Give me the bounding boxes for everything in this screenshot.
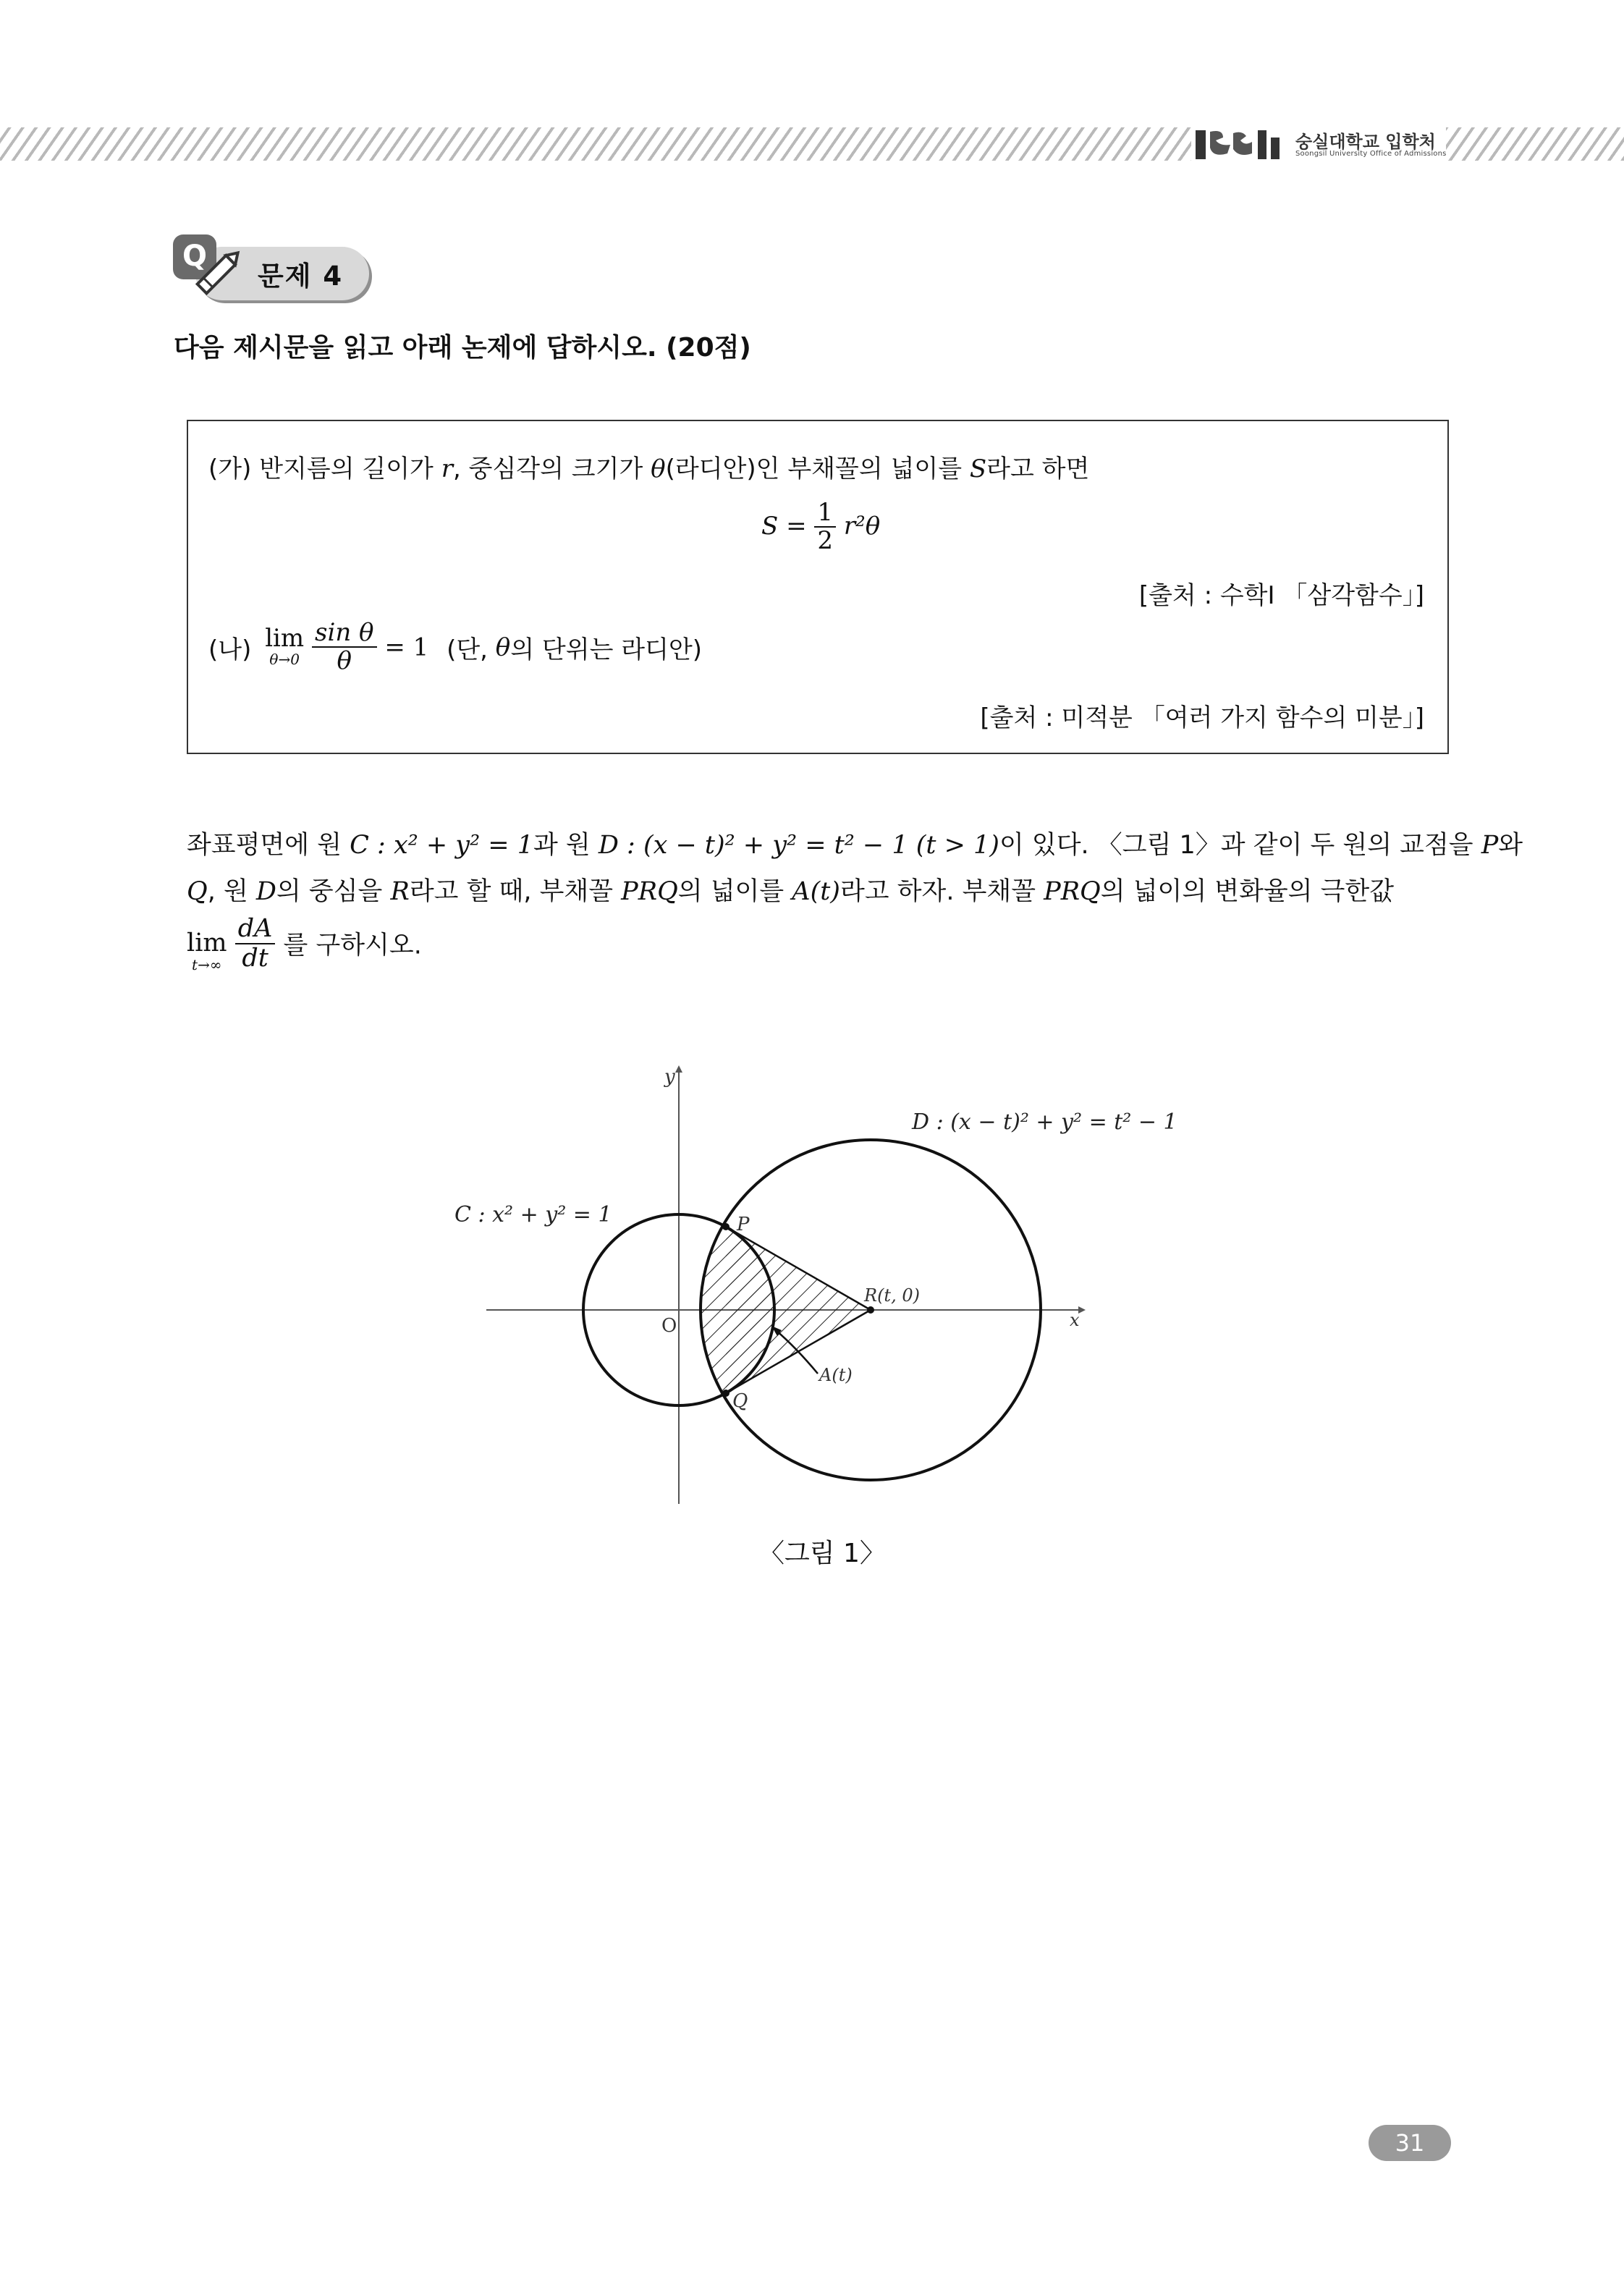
q1-text-d: 와 <box>1498 831 1523 860</box>
q1-text-b: 과 원 <box>533 831 591 860</box>
label-circle-d: D : (x − t)² + y² = t² − 1 <box>912 1109 1177 1135</box>
q2-point-q: Q <box>187 877 208 906</box>
na-note-1: (단, <box>447 635 488 664</box>
ga-area-symbol: S <box>969 454 987 483</box>
ga-radius-symbol: r <box>441 454 453 483</box>
q2-circle-d: D <box>255 877 276 906</box>
ga-text-1: 반지름의 길이가 <box>259 454 434 483</box>
q3-text-a: 를 구하시오. <box>283 931 422 960</box>
formula-denominator: 2 <box>817 526 834 556</box>
point-r <box>867 1306 874 1314</box>
label-p: P <box>737 1214 750 1235</box>
na-numerator: sin θ <box>312 620 377 648</box>
formula-numerator: 1 <box>814 499 836 528</box>
page-number: 31 <box>1369 2125 1451 2161</box>
logo-subtitle: Soongsil University Office of Admissions <box>1295 150 1447 158</box>
label-area: A(t) <box>819 1365 853 1385</box>
source-na: [출처 : 미적분 「여러 가지 함수의 미분」] <box>980 703 1424 732</box>
q2-area-a: A(t) <box>792 877 840 906</box>
formula-rhs: r²θ <box>843 511 881 541</box>
label-r: R(t, 0) <box>864 1285 920 1306</box>
q2-text-b: 의 중심을 <box>276 877 383 906</box>
q3-denominator: dt <box>242 943 268 973</box>
figure-caption: 〈그림 1〉 <box>758 1539 886 1568</box>
na-note-2: 의 단위는 라디안) <box>510 635 703 664</box>
q2-text-d: 의 넓이를 <box>677 877 784 906</box>
ga-theta-symbol: θ <box>651 454 666 483</box>
q2-text-e: 라고 하자. 부채꼴 <box>840 877 1036 906</box>
na-equals: = 1 <box>384 633 429 662</box>
problem-instruction: 다음 제시문을 읽고 아래 논제에 답하시오. (20점) <box>174 333 751 363</box>
q1-text-c: 이 있다. 〈그림 1〉과 같이 두 원의 교점을 <box>999 831 1473 860</box>
formula-lhs: S = <box>761 511 807 541</box>
q1-circle-d: D : (x − t)² + y² = t² − 1 <box>598 831 908 860</box>
logo-name: 숭실대학교 입학처 <box>1295 132 1436 152</box>
q3-lim: lim <box>187 929 227 957</box>
label-circle-c: C : x² + y² = 1 <box>454 1202 612 1227</box>
ga-text-4: 라고 하면 <box>986 454 1090 483</box>
source-ga: [출처 : 수학Ⅰ 「삼각함수」] <box>1138 581 1424 610</box>
na-lim: lim <box>265 624 305 654</box>
q2-point-r: R <box>390 877 410 906</box>
na-note-theta: θ <box>495 633 511 662</box>
q1-point-p: P <box>1481 831 1499 860</box>
label-origin: O <box>661 1315 677 1337</box>
ga-text-2: 중심각의 크기가 <box>468 454 643 483</box>
problem-title: 문제 4 <box>258 261 344 292</box>
q1-condition: (t > 1) <box>915 831 999 860</box>
ga-prefix: (가) <box>208 454 252 483</box>
point-q <box>722 1390 729 1397</box>
q2-text-a: , 원 <box>207 877 248 906</box>
q1-text-a: 좌표평면에 원 <box>187 831 342 860</box>
q2-sector-prq: PRQ <box>621 877 678 906</box>
label-y: y <box>664 1066 675 1088</box>
ga-text-3: (라디안)인 부채꼴의 넓이를 <box>665 454 963 483</box>
na-lim-sub: θ→0 <box>269 651 300 669</box>
q1-circle-c: C : x² + y² = 1 <box>350 831 533 860</box>
label-q: Q <box>732 1390 748 1412</box>
na-denominator: θ <box>337 646 352 676</box>
q3-lim-sub: t→∞ <box>192 956 222 973</box>
y-axis-arrow-icon <box>675 1065 682 1073</box>
na-prefix: (나) <box>208 635 252 664</box>
point-p <box>722 1223 729 1230</box>
q-badge-icon: Q <box>173 234 216 279</box>
q2-text-f: 의 넓이의 변화율의 극한값 <box>1100 877 1395 906</box>
q3-numerator: dA <box>235 915 276 944</box>
passage-ga-line: (가) 반지름의 길이가 r, 중심각의 크기가 θ(라디안)인 부채꼴의 넓이를 S라고 하면 <box>208 454 1090 483</box>
q2-sector-prq-2: PRQ <box>1044 877 1101 906</box>
q2-text-c: 라고 할 때, 부채꼴 <box>409 877 614 906</box>
label-x: x <box>1070 1310 1080 1330</box>
